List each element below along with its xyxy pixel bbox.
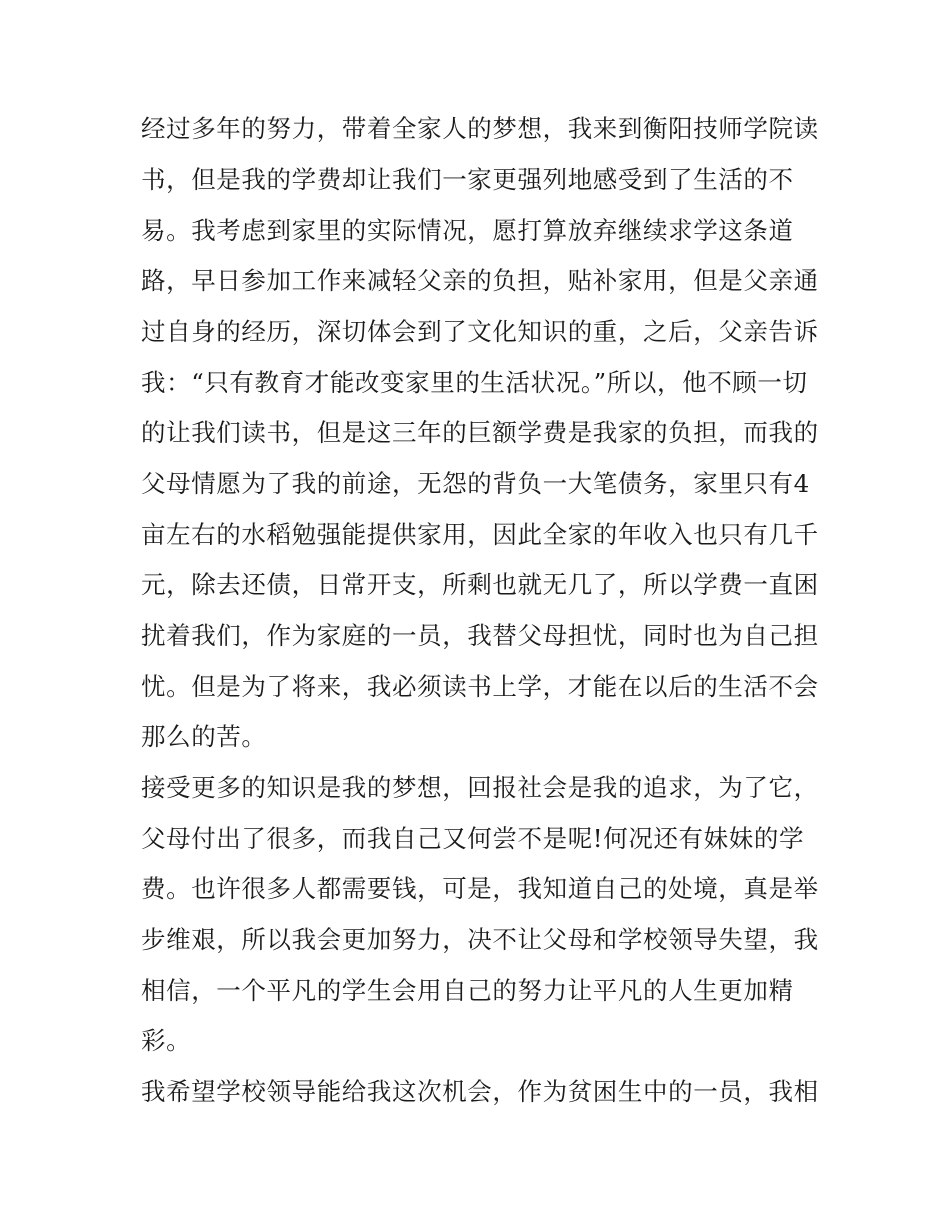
text-line: 父母付出了很多，而我自己又何尝不是呢!何况还有妹妹的学 [141,824,805,853]
text-line: 我：“只有教育才能改变家里的生活状况。”所以，他不顾一切 [141,368,808,397]
text-line: 接受更多的知识是我的梦想，回报社会是我的追求，为了它， [141,773,819,802]
text-line: 书，但是我的学费却让我们一家更强列地感受到了生活的不 [141,165,794,194]
text-line: 相信，一个平凡的学生会用自己的努力让平凡的人生更加精 [141,976,794,1005]
text-line: 亩左右的水稻勉强能提供家用，因此全家的年收入也只有几千 [141,520,819,549]
text-line: 父母情愿为了我的前途，无怨的背负一大笔债务，家里只有4 [141,469,810,498]
text-line: 经过多年的努力，带着全家人的梦想，我来到衡阳技师学院读 [141,114,819,143]
text-line: 扰着我们，作为家庭的一员，我替父母担忧，同时也为自己担 [141,621,819,650]
text-line: 过自身的经历，深切体会到了文化知识的重，之后，父亲告诉 [141,317,819,346]
text-line: 的让我们读书，但是这三年的巨额学费是我家的负担，而我的 [141,418,819,447]
text-line: 易。我考虑到家里的实际情况，愿打算放弃继续求学这条道 [141,216,794,245]
text-line: 路，早日参加工作来减轻父亲的负担，贴补家用，但是父亲通 [141,266,819,295]
text-line: 我希望学校领导能给我这次机会，作为贫困生中的一员，我相 [141,1077,819,1106]
text-line: 那么的苦。 [141,722,267,751]
text-line: 忧。但是为了将来，我必须读书上学，才能在以后的生活不会 [141,672,819,701]
text-line: 元，除去还债，日常开支，所剩也就无几了，所以学费一直困 [141,570,819,599]
text-line: 费。也许很多人都需要钱，可是，我知道自己的处境，真是举 [141,874,819,903]
text-line: 步维艰，所以我会更加努力，决不让父母和学校领导失望，我 [141,925,819,954]
text-line: 彩。 [141,1026,192,1055]
